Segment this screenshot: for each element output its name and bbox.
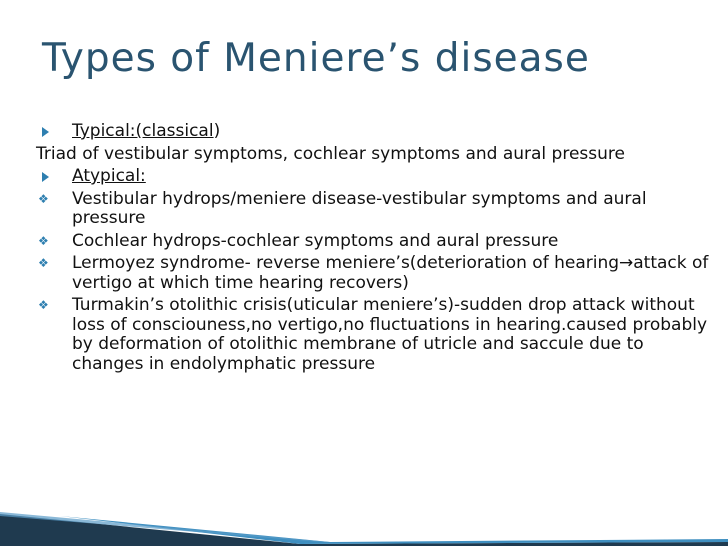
- list-item-vestibular-hydrops: [36, 190, 716, 229]
- triangle-right-icon: [42, 127, 49, 137]
- diamond-bullet-icon: ❖: [38, 298, 49, 312]
- triangle-right-icon: [42, 172, 49, 182]
- diamond-bullet-icon: ❖: [38, 233, 49, 248]
- list-item-turmakin: [36, 296, 716, 374]
- vestibular-hydrops-text: Vestibular hydrops/meniere disease-vestibular symptoms and aural pressure: [72, 188, 647, 228]
- turmakin-text: Turmakin’s otolithic crisis(uticular meniere’s)-sudden drop attack without loss of consciouness,no vertigo,no fluctuations in hearing.caused probably by deformation of otolithic membrane of utricle and saccule due to changes in endolymphatic pressure: [72, 295, 708, 374]
- cochlear-hydrops-text: Cochlear hydrops-cochlear symptoms and aural pressure: [72, 230, 559, 251]
- list-item-typical: [36, 122, 716, 142]
- list-item-atypical: [36, 167, 716, 187]
- atypical-heading: Atypical:: [72, 166, 146, 186]
- list-item-lermoyez: [36, 254, 716, 293]
- list-item-cochlear-hydrops: [36, 232, 716, 252]
- lermoyez-text: Lermoyez syndrome- reverse meniere’s(deterioration of hearing→attack of vertigo at which time hearing recovers): [72, 253, 709, 293]
- footer-swoosh-decoration: [0, 476, 728, 546]
- slide-title: Types of Meniere’s disease: [42, 36, 590, 81]
- typical-heading-suffix: ): [213, 121, 221, 141]
- list-item-triad: [36, 145, 716, 165]
- diamond-bullet-icon: ❖: [38, 256, 49, 270]
- slide-body: [36, 122, 716, 377]
- typical-heading: Typical:(classical: [72, 121, 214, 141]
- diamond-bullet-icon: ❖: [38, 191, 49, 206]
- triad-text: Triad of vestibular symptoms, cochlear symptoms and aural pressure: [36, 143, 625, 164]
